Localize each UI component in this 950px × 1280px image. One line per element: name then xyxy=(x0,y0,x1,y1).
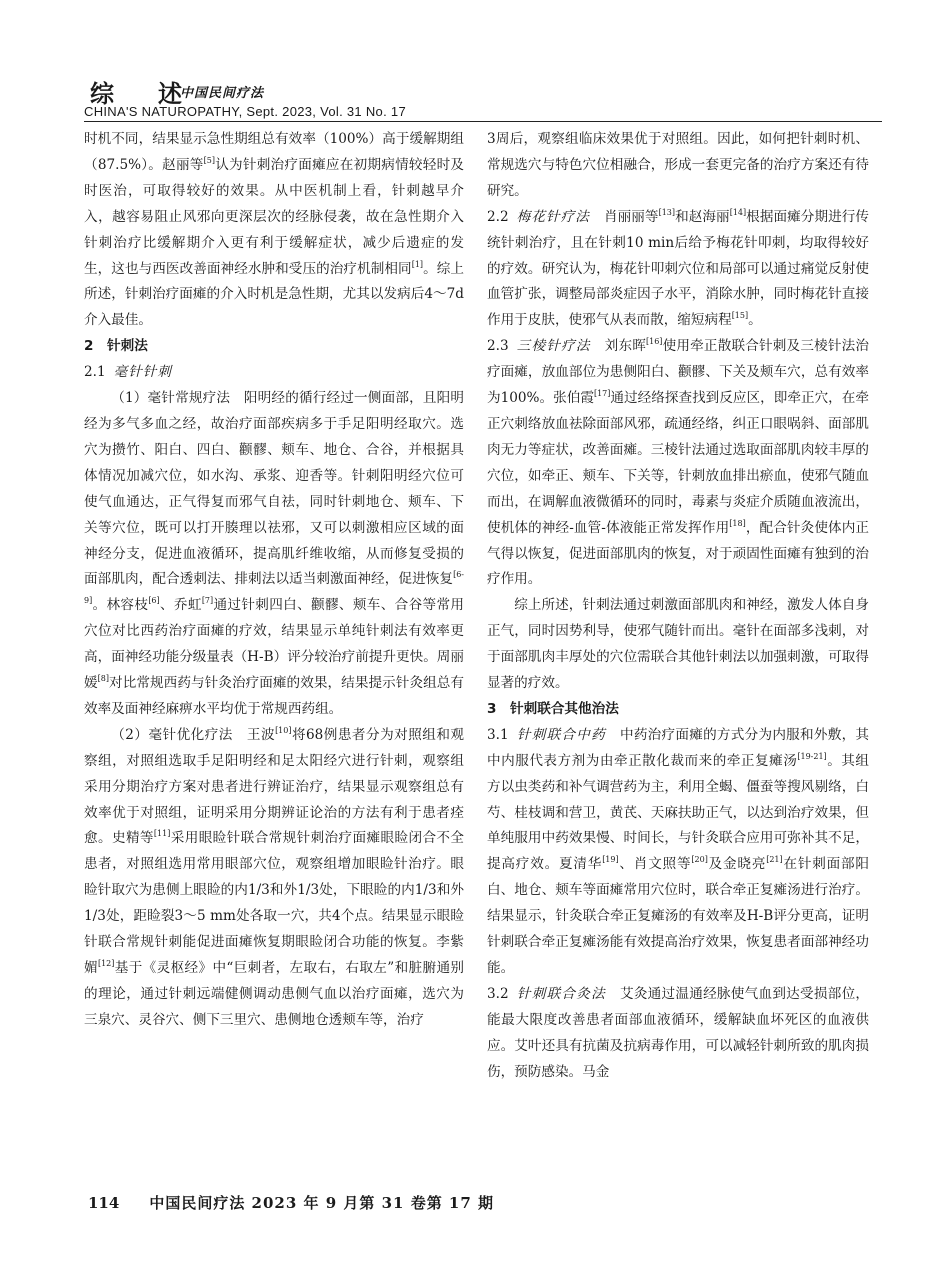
citation-ref[interactable]: [19] xyxy=(602,855,619,865)
paragraph: 时机不同，结果显示急性期组总有效率（100%）高于缓解期组（87.5%）。赵丽等[5]认为针刺治疗面瘫应在初期病情较轻时及时医治，可取得较好的效果。从中医机制上看，针刺越早介入，越容易阻止风邪向更深层次的经脉侵袭，故在急性期介入针刺治疗比缓解期介入更有利于缓解症状，减少后遗症的发生，这也与西医改善面神经水肿和受压的治疗机制相同[1]。综上所述，针刺治疗面瘫的介入时机是急性期，尤其以发病后4～7d介入最佳。 xyxy=(84,131,465,329)
journal-name: 中国民间疗法 xyxy=(180,86,265,101)
citation-ref[interactable]: [14] xyxy=(729,207,747,217)
page-number: 114 xyxy=(88,1194,120,1212)
section-label-char-2: 述 xyxy=(158,79,182,108)
citation-ref[interactable]: [15] xyxy=(731,311,749,321)
citation-ref[interactable]: [18] xyxy=(729,518,746,528)
citation-ref[interactable]: [10] xyxy=(275,725,292,735)
journal-citation: CHINA'S NATUROPATHY, Sept. 2023, Vol. 31 No. 17 xyxy=(84,104,406,119)
paragraph: （1）毫针常规疗法 阳明经的循行经过一侧面部，且阳明经为多气多血之经，故治疗面部疾病多于手足阳明经取穴。选穴为攒竹、阳白、四白、颧髎、颊车、地仓、合谷，并根据具体情况加减穴位，如水沟、承浆、迎香等。针刺阳明经穴位可使气血通达，正气得复而邪气自祛，同时针刺地仓、颊车、下关等穴位，既可以打开腠理以祛邪，又可以刺激相应区域的面神经分支，促进血液循环，提高肌纤维收缩，从而修复受损的面部肌肉，配合透刺法、排刺法以适当刺激面神经，促进恢复[6-9]。林容枝[6]、乔虹[7]通过针刺四白、颧髎、颊车、合谷等常用穴位对比西药治疗面瘫的疗效，结果显示单纯针刺法有效率更高，面神经功能分级量表（H-B）评分较治疗前提升更快。周丽媛[8]对比常规西药与针灸治疗面瘫的效果，结果提示针灸组总有效率及面神经麻痹水平均优于常规西药组。 xyxy=(84,390,465,717)
subsection-heading-2-2: 2.2 梅花针疗法 肖丽丽等[13]和赵海丽[14]根据面瘫分期进行传统针刺治疗，且在针刺10 min后给予梅花针叩刺，均取得较好的疗效。研究认为，梅花针叩刺穴位和局部可以通过痛觉反射使血管扩张，调整局部炎症因子水平，消除水肿，同时梅花针直接作用于皮肤，使邪气从表而散，缩短病程[15]。 xyxy=(487,207,870,329)
citation-ref[interactable]: [21] xyxy=(766,855,783,865)
citation-ref[interactable]: [20] xyxy=(691,855,708,865)
page-footer xyxy=(88,1192,494,1213)
subsection-heading-3-2: 3.2 针刺联合灸法 艾灸通过温通经脉使气血到达受损部位，能最大限度改善患者面部血液循环，缓解缺血坏死区的血液供应。艾叶还具有抗菌及抗病毒作用，可以减轻针刺所致的肌肉损伤，预防感染。马金 xyxy=(487,985,870,1080)
subsection-heading-2-1: 2.1 毫针针刺 xyxy=(84,364,172,381)
citation-ref[interactable]: [17] xyxy=(593,389,611,399)
citation-ref[interactable]: [11] xyxy=(153,829,171,839)
running-header xyxy=(84,74,884,119)
citation-ref[interactable]: [12] xyxy=(97,959,115,968)
citation-ref[interactable]: [8] xyxy=(97,674,109,684)
section-heading-2: 2 针刺法 xyxy=(84,338,148,355)
paragraph: 综上所述，针刺法通过刺激面部肌肉和神经，激发人体自身正气，同时因势利导，使邪气随针而出。毫针在面部多浅刺，对于面部肌肉丰厚处的穴位需联合其他针刺法以加强刺激，可取得显著的疗效。 xyxy=(487,597,869,692)
citation-ref[interactable]: [13] xyxy=(658,207,676,217)
citation-ref[interactable]: [5] xyxy=(203,155,215,165)
citation-ref[interactable]: [6] xyxy=(148,596,160,606)
citation-ref[interactable]: [7] xyxy=(201,596,214,606)
left-column xyxy=(84,127,464,1034)
citation-ref[interactable]: [16] xyxy=(646,337,663,347)
citation-ref[interactable]: [19-21] xyxy=(797,751,827,761)
header-divider xyxy=(84,121,882,122)
citation-ref[interactable]: [6-9] xyxy=(84,570,464,606)
footer-journal-issue: 中国民间疗法 2023 年 9 月第 31 卷第 17 期 xyxy=(149,1194,495,1212)
paragraph: （2）毫针优化疗法 王波[10]将68例患者分为对照组和观察组，对照组选取手足阳明经和足太阳经穴进行针刺，观察组采用分期治疗方案对患者进行辨证治疗，结果显示观察组总有效率优于对照组，证明采用分期辨证论治的方法有利于患者痊愈。史精等[11]采用眼睑针联合常规针刺治疗面瘫眼睑闭合不全患者，对照组选用常用眼部穴位，观察组增加眼睑针治疗。眼睑针取穴为患侧上眼睑的内1/3和外1/3处，下眼睑的内1/3和外1/3处，距睑裂3～5 mm处各取一穴，共4个点。结果显示眼睑针联合常规针刺能促进面瘫恢复期眼睑闭合功能的恢复。李紫媚[12]基于《灵枢经》中“巨刺者，左取右，右取左”和脏腑通别的理论，通过针刺远端健侧调动患侧气血以治疗面瘫，选穴为三泉穴、灵谷穴、侧下三里穴、患侧地仓透颊车等，治疗 xyxy=(84,725,465,1028)
section-label-char-1: 综 xyxy=(90,79,114,108)
section-heading-3: 3 针刺联合其他治法 xyxy=(487,700,619,717)
paragraph: 3周后，观察组临床效果优于对照组。因此，如何把针刺时机、常规选穴与特色穴位相融合，形成一套更完备的治疗方案还有待研究。 xyxy=(487,131,869,199)
right-column xyxy=(487,127,869,1086)
subsection-heading-2-3: 2.3 三棱针疗法 刘东晖[16]使用牵正散联合针刺及三棱针法治疗面瘫，放血部位为患侧阳白、颧髎、下关及颊车穴，总有效率为100%。张伯霞[17]通过经络探查找到反应区，即牵正穴，在牵正穴刺络放血祛除面部风邪，疏通经络，纠正口眼㖞斜、面部肌肉无力等症状，改善面瘫。三棱针法通过选取面部肌肉较丰厚的穴位，如牵正、颊车、下关等，针刺放血排出瘀血，使邪气随血而出，在调解血液微循环的同时，毒素与炎症介质随血液流出，使机体的神经-血管-体液能正常发挥作用[18]，配合针灸使体内正气得以恢复，促进面部肌肉的恢复，对于顽固性面瘫有独到的治疗作用。 xyxy=(487,337,870,588)
citation-ref[interactable]: [1] xyxy=(411,259,424,269)
subsection-heading-3-1: 3.1 针刺联合中药 中药治疗面瘫的方式分为内服和外敷，其中内服代表方剂为由牵正散化裁而来的牵正复瘫汤[19-21]。其组方以虫类药和补气调营药为主，利用全蝎、僵蚕等搜风剔络，白芍、桂枝调和营卫，黄芪、天麻扶助正气，以达到治疗效果，但单纯服用中药效果慢、时间长，与针灸联合应用可弥补其不足，提高疗效。夏清华[19]、肖文照等[20]及金晓亮[21]在针刺面部阳白、地仓、颊车等面瘫常用穴位时，联合牵正复瘫汤进行治疗。结果显示，针灸联合牵正复瘫汤的有效率及H-B评分更高，证明针刺联合牵正复瘫汤能有效提高治疗效果，恢复患者面部神经功能。 xyxy=(487,726,870,976)
